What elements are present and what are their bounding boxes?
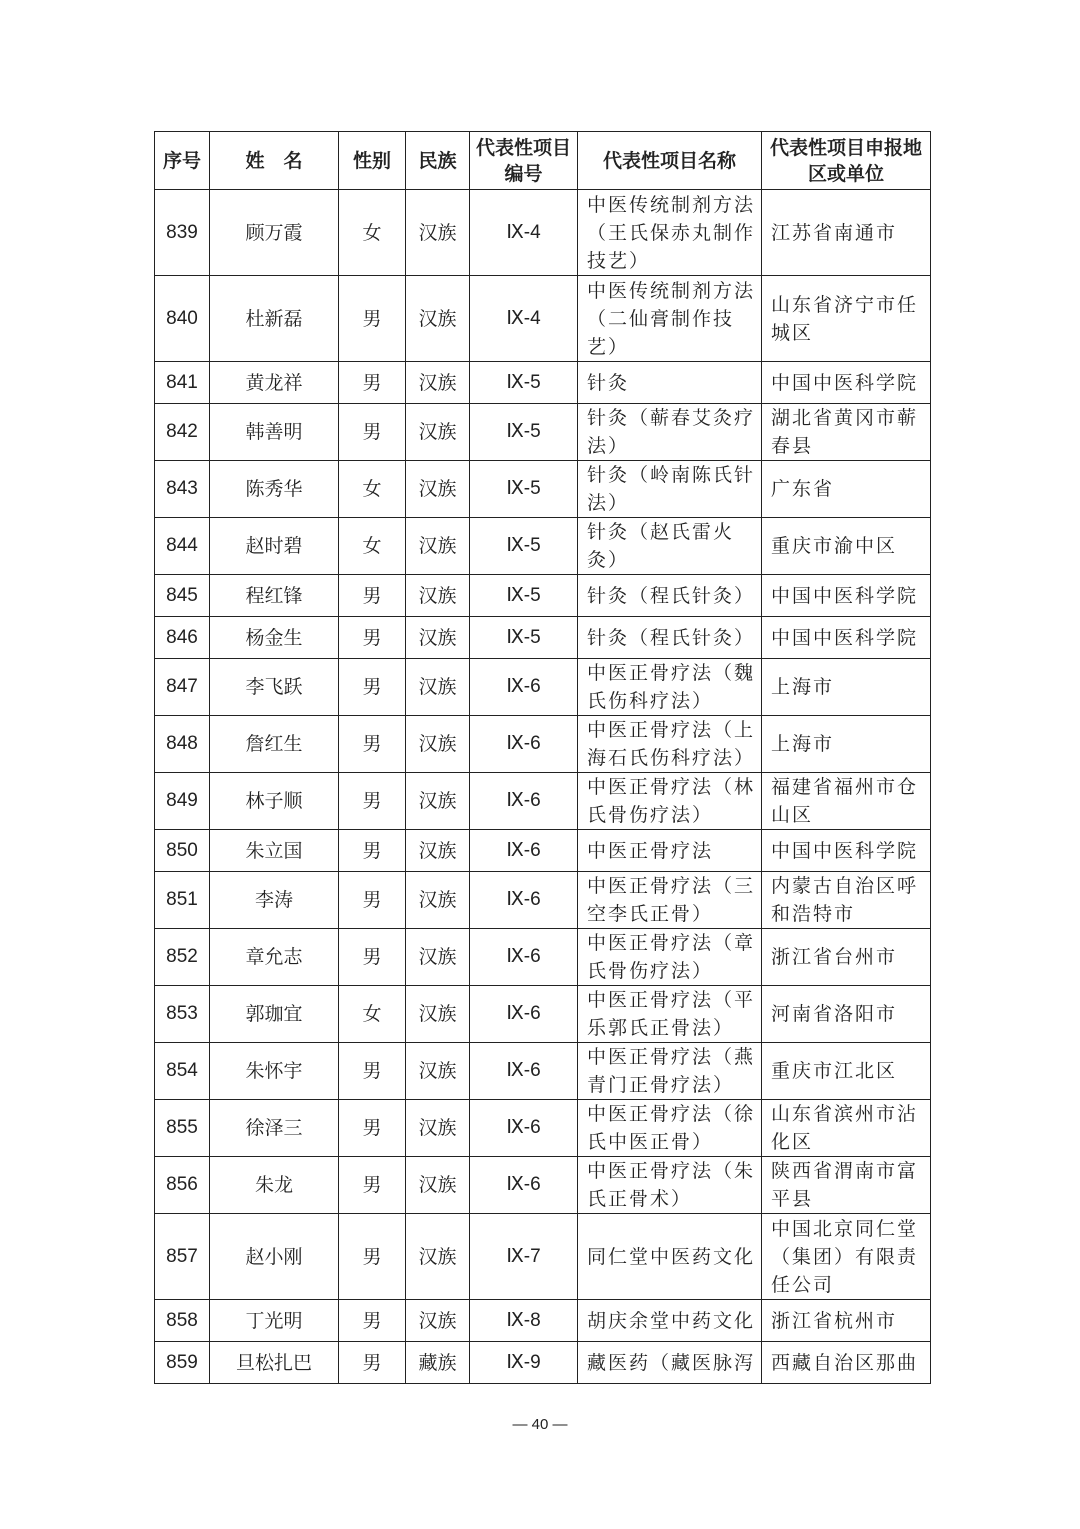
cell-gender: 男: [339, 276, 406, 362]
cell-name: 程红锋: [210, 575, 339, 617]
cell-gender: 男: [339, 1342, 406, 1384]
cell-gender: 男: [339, 659, 406, 716]
cell-seq: 849: [155, 773, 210, 830]
cell-gender: 男: [339, 404, 406, 461]
cell-region: 重庆市渝中区: [762, 518, 931, 575]
cell-project-code: Ⅸ-6: [470, 872, 578, 929]
cell-gender: 女: [339, 461, 406, 518]
table-row: [155, 1300, 931, 1342]
cell-gender: 男: [339, 1100, 406, 1157]
table-row: [155, 362, 931, 404]
cell-project-name: 中医传统制剂方法（二仙膏制作技艺）: [578, 276, 762, 362]
table-row: [155, 659, 931, 716]
cell-ethnicity: 汉族: [406, 518, 470, 575]
cell-project-code: Ⅸ-6: [470, 830, 578, 872]
cell-gender: 男: [339, 929, 406, 986]
cell-seq: 852: [155, 929, 210, 986]
cell-gender: 男: [339, 872, 406, 929]
cell-project-code: Ⅸ-6: [470, 716, 578, 773]
cell-ethnicity: 汉族: [406, 190, 470, 276]
cell-region: 山东省滨州市沾化区: [762, 1100, 931, 1157]
cell-region: 河南省洛阳市: [762, 986, 931, 1043]
header-region: 代表性项目申报地区或单位: [762, 132, 931, 190]
table-row: [155, 716, 931, 773]
cell-project-code: Ⅸ-5: [470, 362, 578, 404]
table-row: [155, 575, 931, 617]
cell-seq: 842: [155, 404, 210, 461]
cell-ethnicity: 汉族: [406, 617, 470, 659]
cell-project-code: Ⅸ-6: [470, 1043, 578, 1100]
cell-region: 陕西省渭南市富平县: [762, 1157, 931, 1214]
table-row: [155, 1342, 931, 1384]
cell-seq: 855: [155, 1100, 210, 1157]
cell-name: 旦松扎巴: [210, 1342, 339, 1384]
cell-region: 山东省济宁市任城区: [762, 276, 931, 362]
cell-gender: 男: [339, 830, 406, 872]
cell-region: 浙江省杭州市: [762, 1300, 931, 1342]
cell-project-code: Ⅸ-5: [470, 518, 578, 575]
cell-gender: 男: [339, 362, 406, 404]
cell-ethnicity: 汉族: [406, 575, 470, 617]
cell-name: 顾万霞: [210, 190, 339, 276]
cell-name: 詹红生: [210, 716, 339, 773]
cell-project-name: 中医正骨疗法（章氏骨伤疗法）: [578, 929, 762, 986]
cell-ethnicity: 汉族: [406, 1214, 470, 1300]
cell-gender: 男: [339, 773, 406, 830]
cell-gender: 男: [339, 1043, 406, 1100]
cell-project-code: Ⅸ-6: [470, 929, 578, 986]
cell-region: 上海市: [762, 659, 931, 716]
cell-seq: 839: [155, 190, 210, 276]
cell-seq: 850: [155, 830, 210, 872]
cell-project-code: Ⅸ-4: [470, 276, 578, 362]
cell-region: 浙江省台州市: [762, 929, 931, 986]
page-number: — 40 —: [512, 1416, 568, 1433]
cell-name: 李飞跃: [210, 659, 339, 716]
cell-seq: 859: [155, 1342, 210, 1384]
cell-seq: 848: [155, 716, 210, 773]
cell-seq: 857: [155, 1214, 210, 1300]
cell-project-code: Ⅸ-4: [470, 190, 578, 276]
cell-gender: 女: [339, 190, 406, 276]
cell-name: 杜新磊: [210, 276, 339, 362]
cell-region: 湖北省黄冈市蕲春县: [762, 404, 931, 461]
cell-gender: 男: [339, 1214, 406, 1300]
table-row: [155, 1043, 931, 1100]
cell-ethnicity: 汉族: [406, 830, 470, 872]
cell-seq: 846: [155, 617, 210, 659]
cell-name: 赵小刚: [210, 1214, 339, 1300]
cell-ethnicity: 汉族: [406, 1100, 470, 1157]
cell-project-name: 中医正骨疗法（三空李氏正骨）: [578, 872, 762, 929]
header-project-name: 代表性项目名称: [578, 132, 762, 190]
cell-name: 林子顺: [210, 773, 339, 830]
cell-name: 杨金生: [210, 617, 339, 659]
cell-project-code: Ⅸ-9: [470, 1342, 578, 1384]
cell-project-name: 中医正骨疗法: [578, 830, 762, 872]
cell-project-name: 针灸（程氏针灸）: [578, 575, 762, 617]
cell-project-name: 针灸: [578, 362, 762, 404]
cell-project-code: Ⅸ-6: [470, 659, 578, 716]
cell-region: 中国中医科学院: [762, 830, 931, 872]
table-row: [155, 830, 931, 872]
cell-project-code: Ⅸ-5: [470, 617, 578, 659]
cell-seq: 858: [155, 1300, 210, 1342]
cell-project-name: 中医正骨疗法（燕青门正骨疗法）: [578, 1043, 762, 1100]
cell-seq: 845: [155, 575, 210, 617]
header-name: 姓 名: [210, 132, 339, 190]
cell-name: 李涛: [210, 872, 339, 929]
cell-region: 重庆市江北区: [762, 1043, 931, 1100]
cell-ethnicity: 汉族: [406, 872, 470, 929]
table-row: [155, 986, 931, 1043]
cell-ethnicity: 汉族: [406, 276, 470, 362]
cell-seq: 844: [155, 518, 210, 575]
cell-project-code: Ⅸ-6: [470, 1157, 578, 1214]
table-row: [155, 872, 931, 929]
cell-ethnicity: 汉族: [406, 1300, 470, 1342]
table-row: [155, 1100, 931, 1157]
cell-ethnicity: 藏族: [406, 1342, 470, 1384]
cell-region: 福建省福州市仓山区: [762, 773, 931, 830]
heritage-inheritors-table: [154, 131, 931, 1384]
cell-name: 郭珈宜: [210, 986, 339, 1043]
cell-project-code: Ⅸ-7: [470, 1214, 578, 1300]
cell-ethnicity: 汉族: [406, 659, 470, 716]
table-row: [155, 276, 931, 362]
cell-ethnicity: 汉族: [406, 929, 470, 986]
cell-ethnicity: 汉族: [406, 404, 470, 461]
cell-region: 江苏省南通市: [762, 190, 931, 276]
cell-name: 丁光明: [210, 1300, 339, 1342]
cell-project-name: 胡庆余堂中药文化: [578, 1300, 762, 1342]
cell-region: 上海市: [762, 716, 931, 773]
cell-name: 章允志: [210, 929, 339, 986]
cell-project-code: Ⅸ-5: [470, 461, 578, 518]
cell-seq: 853: [155, 986, 210, 1043]
table-row: [155, 404, 931, 461]
cell-region: 中国北京同仁堂（集团）有限责任公司: [762, 1214, 931, 1300]
cell-name: 朱立国: [210, 830, 339, 872]
cell-project-name: 中医传统制剂方法（王氏保赤丸制作技艺）: [578, 190, 762, 276]
cell-project-name: 中医正骨疗法（上海石氏伤科疗法）: [578, 716, 762, 773]
cell-project-name: 针灸（蕲春艾灸疗法）: [578, 404, 762, 461]
cell-project-code: Ⅸ-5: [470, 575, 578, 617]
table-row: [155, 1157, 931, 1214]
cell-name: 朱怀宇: [210, 1043, 339, 1100]
cell-project-code: Ⅸ-6: [470, 1100, 578, 1157]
header-gender: 性别: [339, 132, 406, 190]
cell-name: 徐泽三: [210, 1100, 339, 1157]
cell-region: 西藏自治区那曲: [762, 1342, 931, 1384]
header-ethnicity: 民族: [406, 132, 470, 190]
table-row: [155, 773, 931, 830]
cell-name: 朱龙: [210, 1157, 339, 1214]
cell-name: 陈秀华: [210, 461, 339, 518]
table-row: [155, 190, 931, 276]
cell-gender: 男: [339, 1300, 406, 1342]
cell-ethnicity: 汉族: [406, 461, 470, 518]
table-row: [155, 1214, 931, 1300]
cell-seq: 841: [155, 362, 210, 404]
cell-project-name: 针灸（程氏针灸）: [578, 617, 762, 659]
cell-project-name: 同仁堂中医药文化: [578, 1214, 762, 1300]
cell-project-code: Ⅸ-5: [470, 404, 578, 461]
header-project-code: 代表性项目编号: [470, 132, 578, 190]
cell-project-name: 藏医药（藏医脉泻: [578, 1342, 762, 1384]
cell-project-code: Ⅸ-8: [470, 1300, 578, 1342]
cell-project-code: Ⅸ-6: [470, 986, 578, 1043]
cell-ethnicity: 汉族: [406, 716, 470, 773]
cell-ethnicity: 汉族: [406, 986, 470, 1043]
cell-ethnicity: 汉族: [406, 773, 470, 830]
cell-project-name: 针灸（岭南陈氏针法）: [578, 461, 762, 518]
cell-project-name: 中医正骨疗法（平乐郭氏正骨法）: [578, 986, 762, 1043]
cell-project-name: 针灸（赵氏雷火灸）: [578, 518, 762, 575]
cell-seq: 851: [155, 872, 210, 929]
cell-seq: 847: [155, 659, 210, 716]
table-row: [155, 518, 931, 575]
cell-gender: 女: [339, 986, 406, 1043]
cell-region: 中国中医科学院: [762, 617, 931, 659]
table-header-row: [155, 132, 931, 190]
cell-project-code: Ⅸ-6: [470, 773, 578, 830]
cell-region: 中国中医科学院: [762, 362, 931, 404]
cell-project-name: 中医正骨疗法（徐氏中医正骨）: [578, 1100, 762, 1157]
cell-gender: 男: [339, 716, 406, 773]
cell-seq: 854: [155, 1043, 210, 1100]
cell-name: 黄龙祥: [210, 362, 339, 404]
cell-gender: 男: [339, 575, 406, 617]
cell-seq: 843: [155, 461, 210, 518]
cell-region: 内蒙古自治区呼和浩特市: [762, 872, 931, 929]
table-row: [155, 929, 931, 986]
table-row: [155, 617, 931, 659]
cell-project-name: 中医正骨疗法（朱氏正骨术）: [578, 1157, 762, 1214]
cell-ethnicity: 汉族: [406, 362, 470, 404]
cell-name: 韩善明: [210, 404, 339, 461]
header-seq: 序号: [155, 132, 210, 190]
cell-seq: 856: [155, 1157, 210, 1214]
cell-project-name: 中医正骨疗法（魏氏伤科疗法）: [578, 659, 762, 716]
cell-gender: 男: [339, 617, 406, 659]
cell-region: 广东省: [762, 461, 931, 518]
cell-gender: 女: [339, 518, 406, 575]
table-row: [155, 461, 931, 518]
cell-seq: 840: [155, 276, 210, 362]
cell-ethnicity: 汉族: [406, 1157, 470, 1214]
cell-region: 中国中医科学院: [762, 575, 931, 617]
cell-ethnicity: 汉族: [406, 1043, 470, 1100]
cell-project-name: 中医正骨疗法（林氏骨伤疗法）: [578, 773, 762, 830]
cell-gender: 男: [339, 1157, 406, 1214]
cell-name: 赵时碧: [210, 518, 339, 575]
